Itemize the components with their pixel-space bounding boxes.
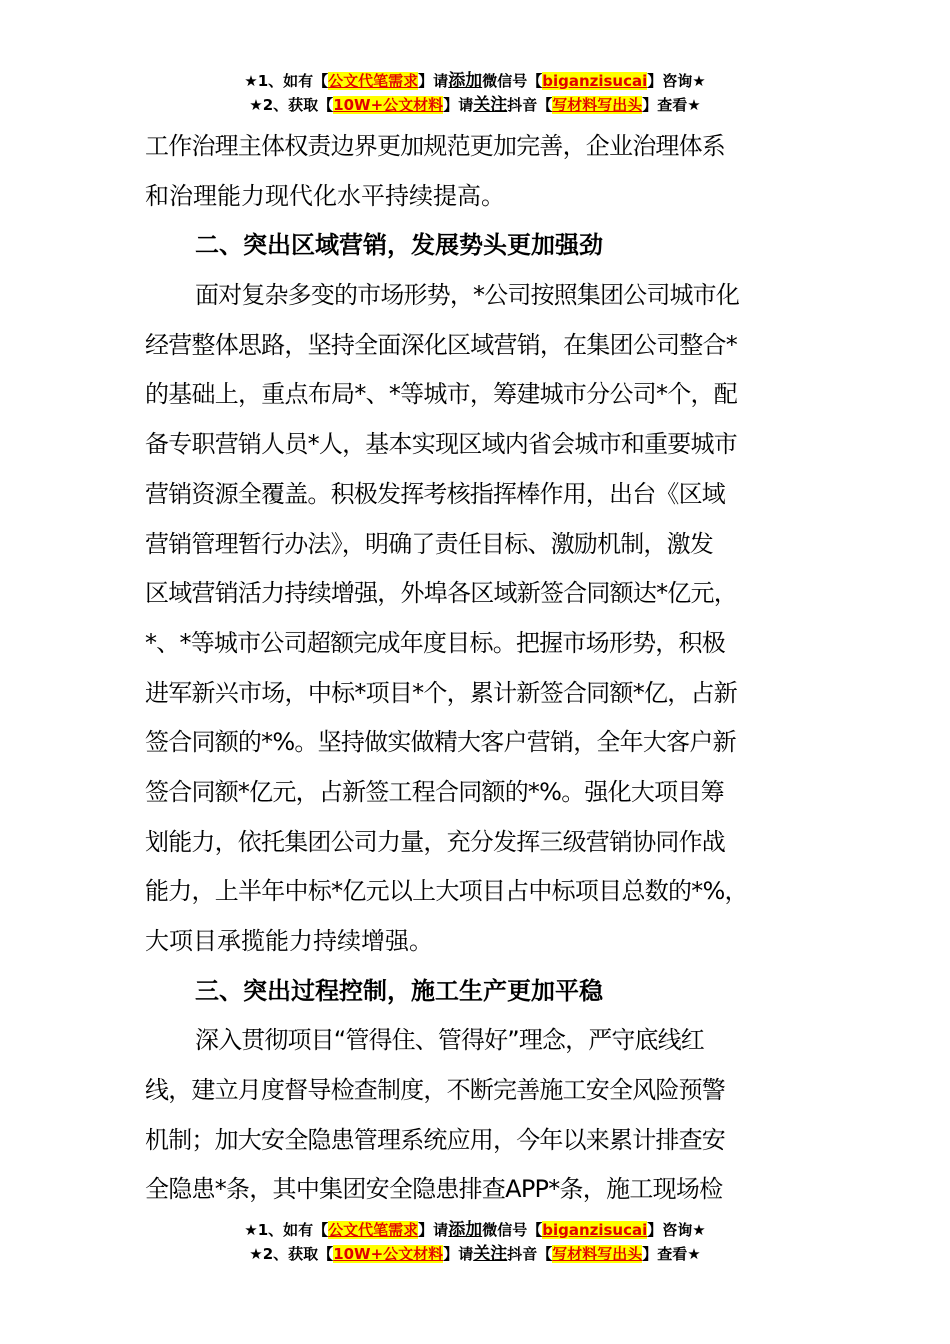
highlight: 写材料写出头 [552, 1245, 643, 1263]
t: ★2、获取【 [249, 96, 334, 114]
t: 关注 [473, 95, 508, 115]
t: 】请 [443, 1245, 474, 1263]
text-line: 签合同额*亿元，占新签工程合同额的*%。强化大项目筹 [145, 777, 724, 806]
section-heading: 二、突出区域营销，发展势头更加强劲 [195, 231, 603, 260]
banner-line-2 [0, 93, 950, 117]
text-line: 签合同额的*%。坚持做实做精大客户营销，全年大客户新 [145, 728, 736, 757]
t: ★1、如有【 [244, 1221, 329, 1239]
t: 抖音【 [507, 96, 553, 114]
promo-banner-top [0, 69, 950, 117]
t: 添加 [448, 71, 483, 91]
t: 】咨询★ [647, 1221, 706, 1239]
banner-line-2 [0, 1242, 950, 1266]
t: 微信号【 [482, 1221, 543, 1239]
text-line: 线，建立月度督导检查制度，不断完善施工安全风险预警 [145, 1076, 725, 1105]
text-line: 进军新兴市场，中标*项目*个，累计新签合同额*亿，占新 [145, 678, 737, 707]
highlight: 公文代笔需求 [328, 72, 419, 90]
t: 】查看★ [642, 96, 701, 114]
t: 关注 [473, 1244, 508, 1264]
banner-line-1 [0, 1218, 950, 1242]
highlight: biganzisucai [542, 1221, 648, 1239]
t: 】请 [418, 72, 449, 90]
text-line: 工作治理主体权责边界更加规范更加完善，企业治理体系 [145, 132, 725, 160]
promo-banner-bottom [0, 1218, 950, 1266]
t: 添加 [448, 1220, 483, 1240]
text-line: 和治理能力现代化水平持续提高。 [145, 181, 505, 210]
text-line: 划能力，依托集团公司力量，充分发挥三级营销协同作战 [145, 827, 725, 856]
t: ★1、如有【 [244, 72, 329, 90]
highlight: 公文代笔需求 [328, 1221, 419, 1239]
text-line: 营销管理暂行办法》，明确了责任目标、激励机制，激发 [145, 529, 713, 558]
t: 】请 [443, 96, 474, 114]
text-line: 深入贯彻项目“管得住、管得好”理念，严守底线红 [195, 1026, 704, 1055]
highlight: 10W+公文材料 [333, 1245, 444, 1263]
text-line: 全隐患*条，其中集团安全隐患排查APP*条，施工现场检 [145, 1175, 723, 1204]
text-line: 面对复杂多变的市场形势，*公司按照集团公司城市化 [195, 281, 739, 310]
t: 】咨询★ [647, 72, 706, 90]
t: 抖音【 [507, 1245, 553, 1263]
document-body [145, 122, 825, 1215]
text-line: 的基础上，重点布局*、*等城市，筹建城市分公司*个，配 [145, 380, 737, 409]
text-line: 大项目承揽能力持续增强。 [145, 927, 433, 955]
highlight: 10W+公文材料 [333, 96, 444, 114]
section-heading: 三、突出过程控制，施工生产更加平稳 [195, 976, 603, 1005]
text-line: 机制；加大安全隐患管理系统应用，今年以来累计排查安 [145, 1125, 725, 1154]
t: ★2、获取【 [249, 1245, 334, 1263]
t: 】请 [418, 1221, 449, 1239]
text-line: 能力，上半年中标*亿元以上大项目占中标项目总数的*%， [145, 877, 748, 906]
highlight: biganzisucai [542, 72, 648, 90]
text-line: 区域营销活力持续增强，外埠各区域新签合同额达*亿元， [145, 579, 737, 608]
t: 微信号【 [482, 72, 543, 90]
text-line: 备专职营销人员*人，基本实现区域内省会城市和重要城市 [145, 430, 737, 459]
banner-line-1 [0, 69, 950, 93]
text-line: *、*等城市公司超额完成年度目标。把握市场形势，积极 [145, 628, 725, 657]
text-line: 经营整体思路，坚持全面深化区域营销，在集团公司整合* [145, 330, 737, 359]
t: 】查看★ [642, 1245, 701, 1263]
highlight: 写材料写出头 [552, 96, 643, 114]
text-line: 营销资源全覆盖。积极发挥考核指挥棒作用，出台《区域 [145, 479, 725, 508]
